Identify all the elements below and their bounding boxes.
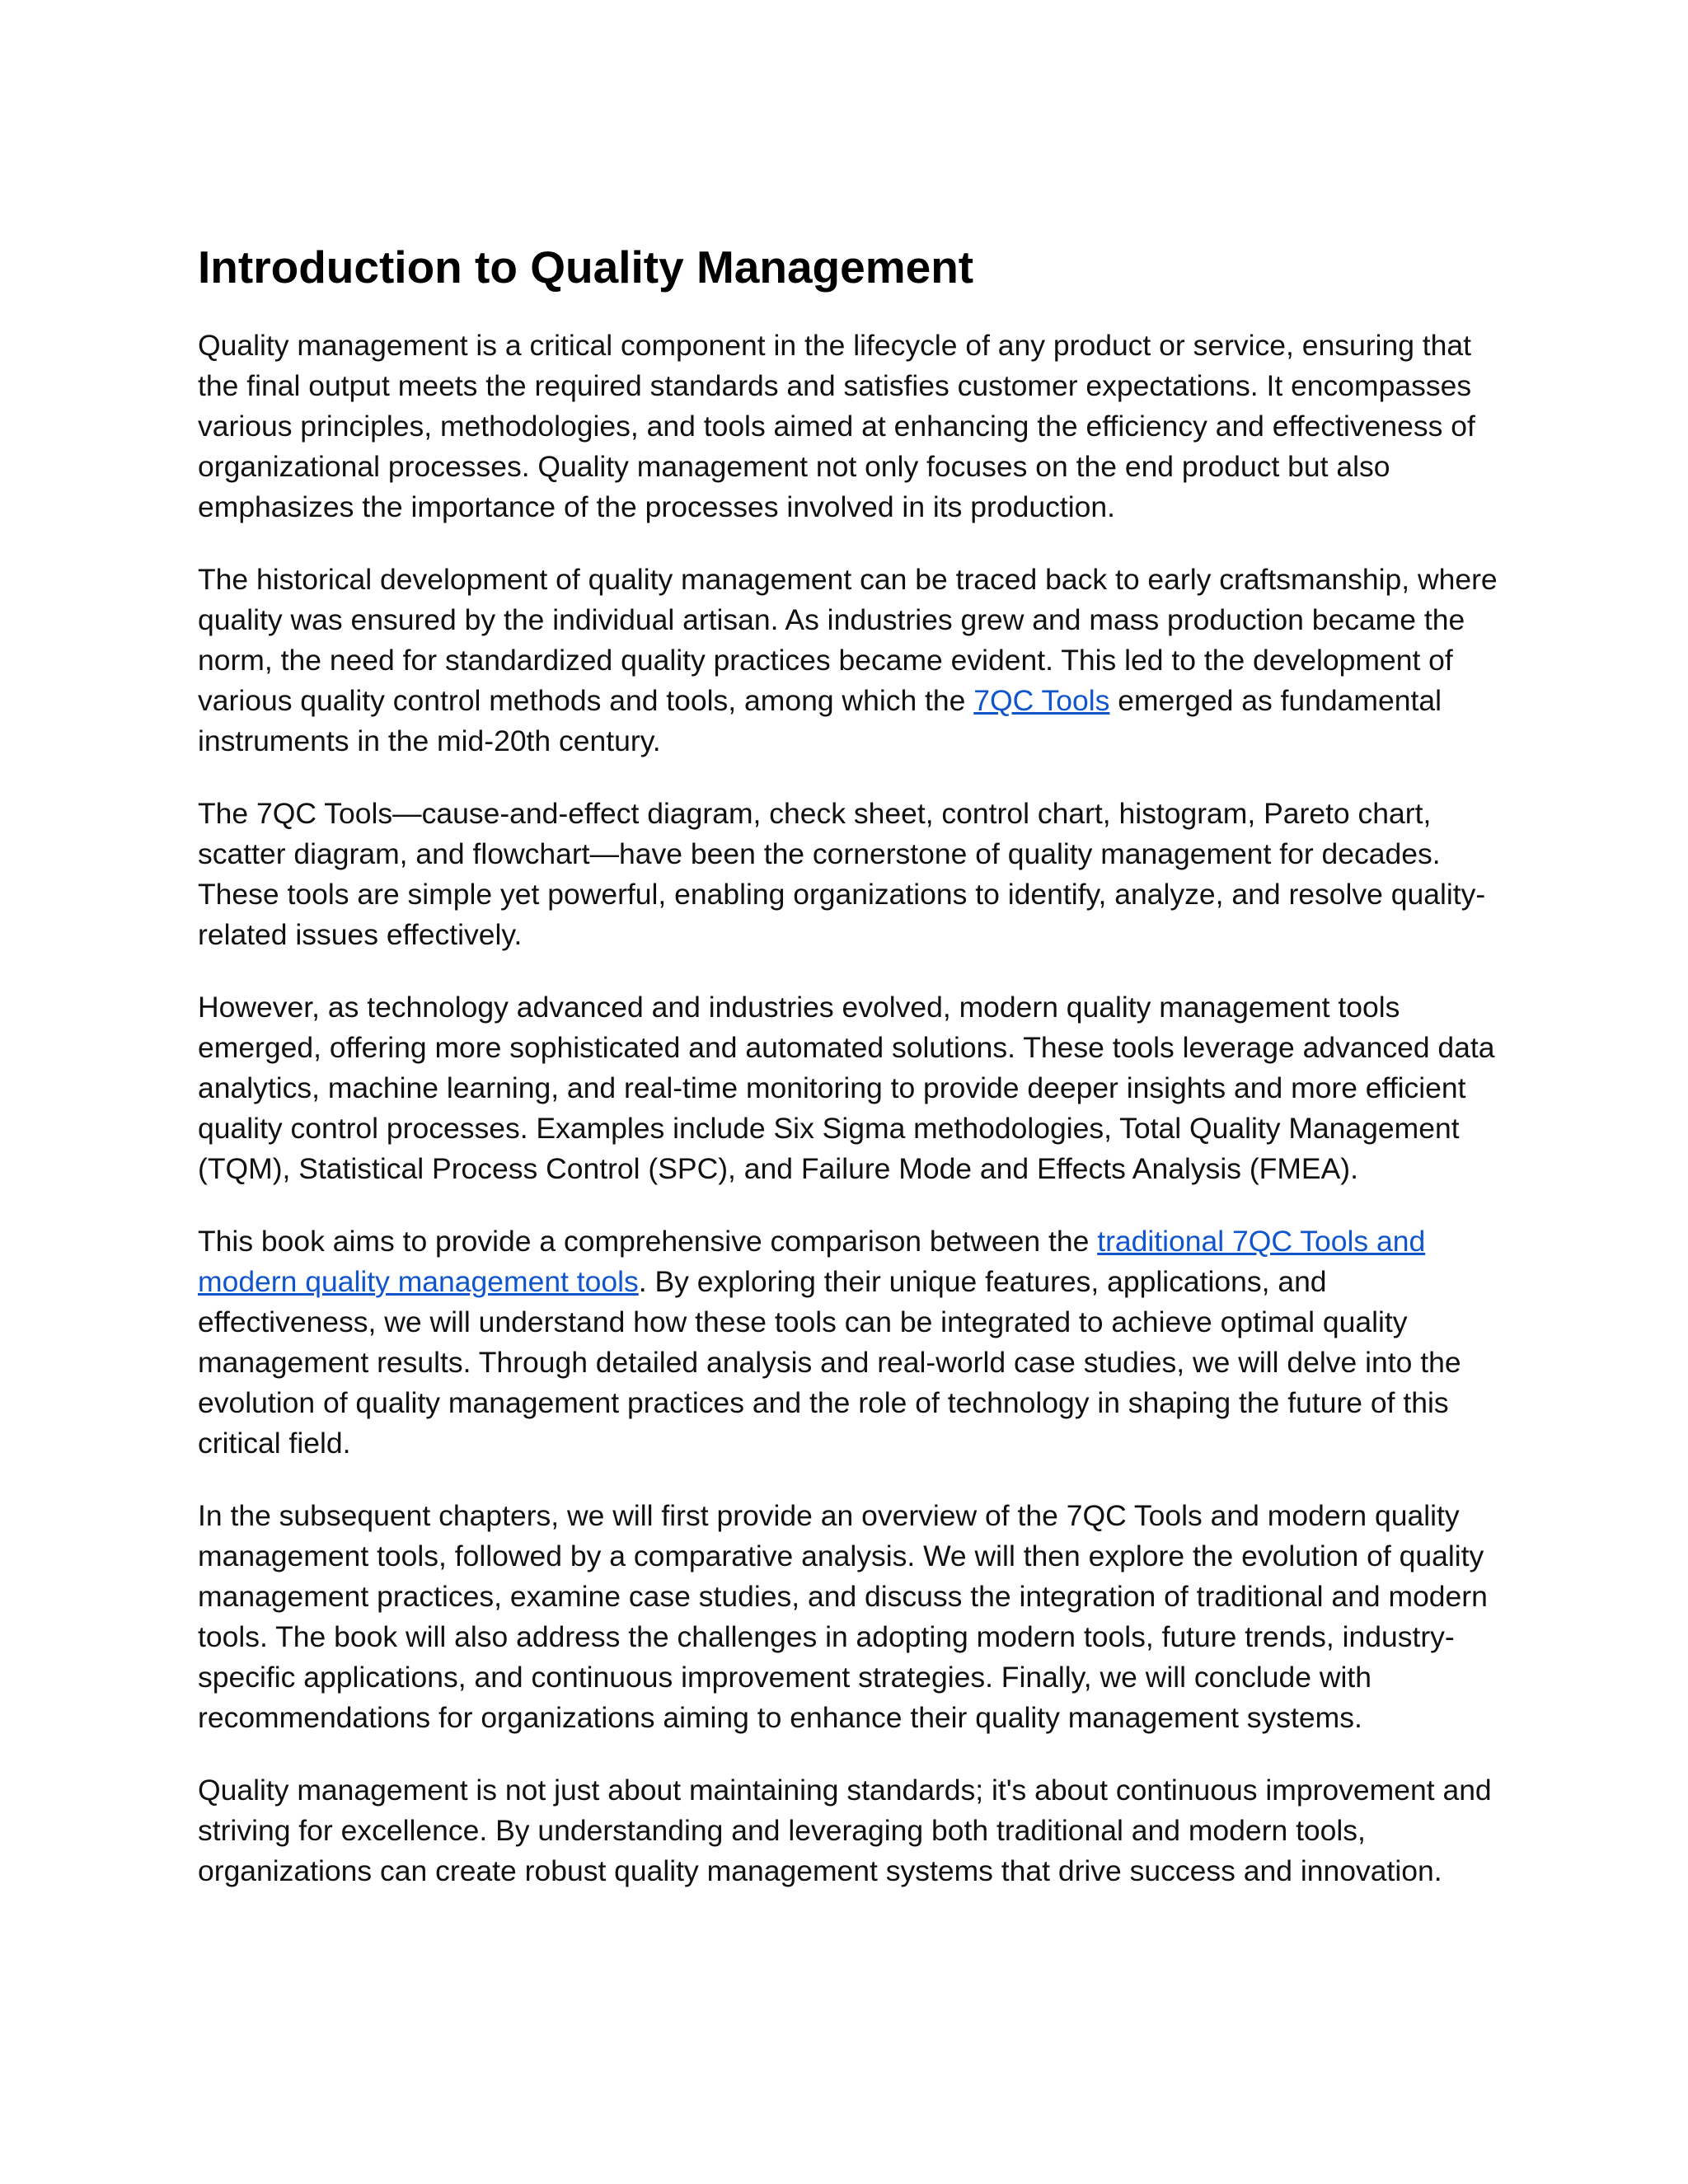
document-page bbox=[198, 239, 1512, 1924]
paragraph-book-aim bbox=[198, 1221, 1512, 1464]
link-7qc-tools[interactable]: 7QC Tools bbox=[973, 683, 1110, 717]
paragraph-conclusion: Quality management is not just about maintaining standards; it's about continuous improvement and striving for excellence. By understanding and leveraging both traditional and modern tools, organizations can create robust quality management systems that drive success and innovation. bbox=[198, 1773, 1492, 1887]
paragraph-modern-tools: However, as technology advanced and industries evolved, modern quality management tools emerged, offering more sophisticated and automated solutions. These tools leverage advanced data analytics, machine learning, and real-time monitoring to provide deeper insights and more efficient quality control processes. Examples include Six Sigma methodologies, Total Quality Management (TQM), Statistical Process Control (SPC), and Failure Mode and Effects Analysis (FMEA). bbox=[198, 990, 1495, 1185]
paragraph-history bbox=[198, 560, 1512, 762]
paragraph-book-aim-text-before: This book aims to provide a comprehensive comparison between the bbox=[198, 1224, 1098, 1258]
paragraph-intro: Quality management is a critical component in the lifecycle of any product or service, ensuring that the final output meets the required standards and satisfies customer expectations. It encompasses various principles, methodologies, and tools aimed at enhancing the efficiency and effectiveness of organizational processes. Quality management not only focuses on the end product but also emphasizes the importance of the processes involved in its production. bbox=[198, 328, 1475, 523]
paragraph-history-text-after: emerged as fundamental instruments in the mid-20th century. bbox=[198, 683, 1442, 757]
paragraph-chapters-overview: In the subsequent chapters, we will first provide an overview of the 7QC Tools and modern quality management tools, followed by a comparative analysis. We will then explore the evolution of quality management practices, examine case studies, and discuss the integration of traditional and modern tools. The book will also address the challenges in adopting modern tools, future trends, industry-specific applications, and continuous improvement strategies. Finally, we will conclude with recommendations for organizations aiming to enhance their quality management systems. bbox=[198, 1498, 1488, 1734]
paragraph-history-text-before: The historical development of quality management can be traced back to early craftsmanship, where quality was ensured by the individual artisan. As industries grew and mass production became the norm, the need for standardized quality practices became evident. This led to the development of various quality control methods and tools, among which the bbox=[198, 562, 1498, 717]
link-traditional-vs-modern-tools[interactable]: traditional 7QC Tools and modern quality management tools bbox=[198, 1224, 1426, 1298]
paragraph-7qc-tools: The 7QC Tools—cause-and-effect diagram, check sheet, control chart, histogram, Pareto chart, scatter diagram, and flowchart—have been the cornerstone of quality management for decades. These tools are simple yet powerful, enabling organizations to identify, analyze, and resolve quality-related issues effectively. bbox=[198, 796, 1486, 951]
page-title: Introduction to Quality Management bbox=[198, 241, 974, 293]
paragraph-book-aim-text-after: . By exploring their unique features, applications, and effectiveness, we will understand how these tools can be integrated to achieve optimal quality management results. Through detailed analysis and real-world case studies, we will delve into the evolution of quality management practices and the role of technology in shaping the future of this critical field. bbox=[198, 1264, 1461, 1460]
